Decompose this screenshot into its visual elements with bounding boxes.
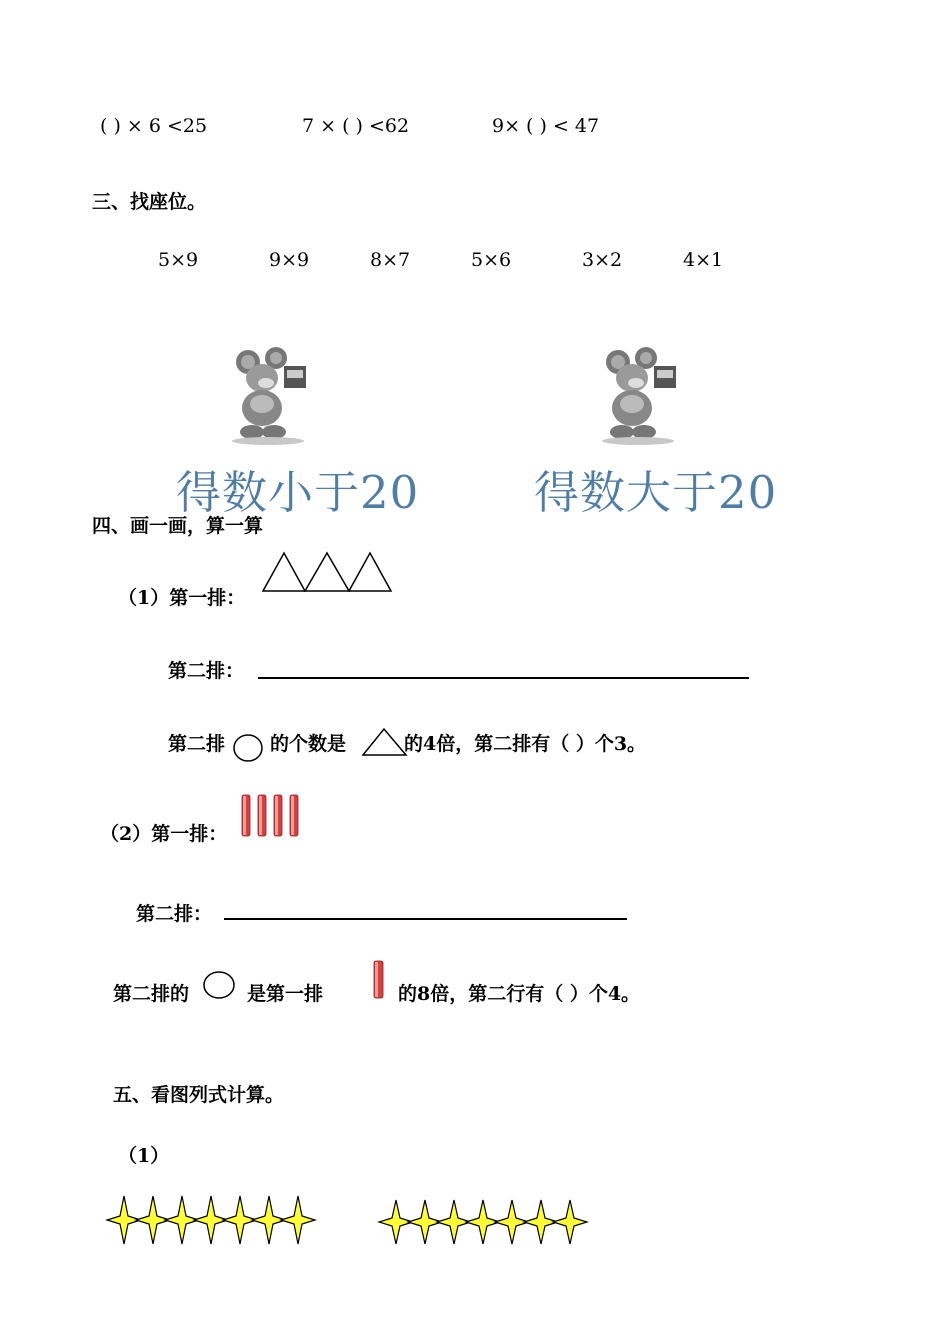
star-icon xyxy=(553,1200,587,1244)
star-group-right xyxy=(376,1196,596,1246)
section3-title: 三、找座位。 xyxy=(92,191,207,213)
section5-q1-label: （1） xyxy=(118,1145,170,1167)
expression-1: 5×9 xyxy=(158,249,199,271)
comparison-3: 9× ( ) < 47 xyxy=(492,115,600,137)
q2-row1-label: （2）第一排： xyxy=(100,823,228,845)
mouse-mascot-left xyxy=(228,348,308,446)
triangles-row xyxy=(262,552,394,592)
q2-sentence-c: 的8倍，第二行有（ ）个4。 xyxy=(398,983,641,1005)
stick-icon xyxy=(372,960,386,1000)
sticks-row xyxy=(240,792,304,838)
q1-answer-line[interactable] xyxy=(258,677,749,679)
expression-4: 5×6 xyxy=(471,249,512,271)
star-icon xyxy=(281,1196,315,1244)
q2-answer-line[interactable] xyxy=(224,918,627,920)
expression-3: 8×7 xyxy=(370,249,411,271)
q1-sentence-a: 第二排 xyxy=(168,733,226,755)
q2-row2-label: 第二排： xyxy=(136,903,213,925)
seat-label-less-than-20: 得数小于20 xyxy=(176,466,420,519)
q2-sentence-a: 第二排的 xyxy=(113,983,190,1005)
star-group-left xyxy=(104,1192,324,1246)
comparison-1: ( ) × 6 <25 xyxy=(100,115,208,137)
q1-sentence-b: 的个数是 xyxy=(270,733,347,755)
q1-row2-label: 第二排： xyxy=(168,660,245,682)
seat-label-greater-than-20: 得数大于20 xyxy=(534,466,778,519)
section5-title: 五、看图列式计算。 xyxy=(113,1084,285,1106)
q1-sentence-c: 的4倍，第二排有（ ）个3。 xyxy=(404,733,647,755)
q2-sentence-b: 是第一排 xyxy=(247,983,324,1005)
expression-5: 3×2 xyxy=(582,249,623,271)
triangle-icon xyxy=(362,728,408,756)
circle-icon xyxy=(232,733,264,763)
expression-6: 4×1 xyxy=(683,249,724,271)
comparison-2: 7 × ( ) <62 xyxy=(302,115,410,137)
section4-title: 四、画一画，算一算 xyxy=(92,515,264,537)
q1-row1-label: （1）第一排： xyxy=(118,587,246,609)
mouse-mascot-right xyxy=(598,348,678,446)
circle-icon xyxy=(202,970,236,1000)
expression-2: 9×9 xyxy=(269,249,310,271)
